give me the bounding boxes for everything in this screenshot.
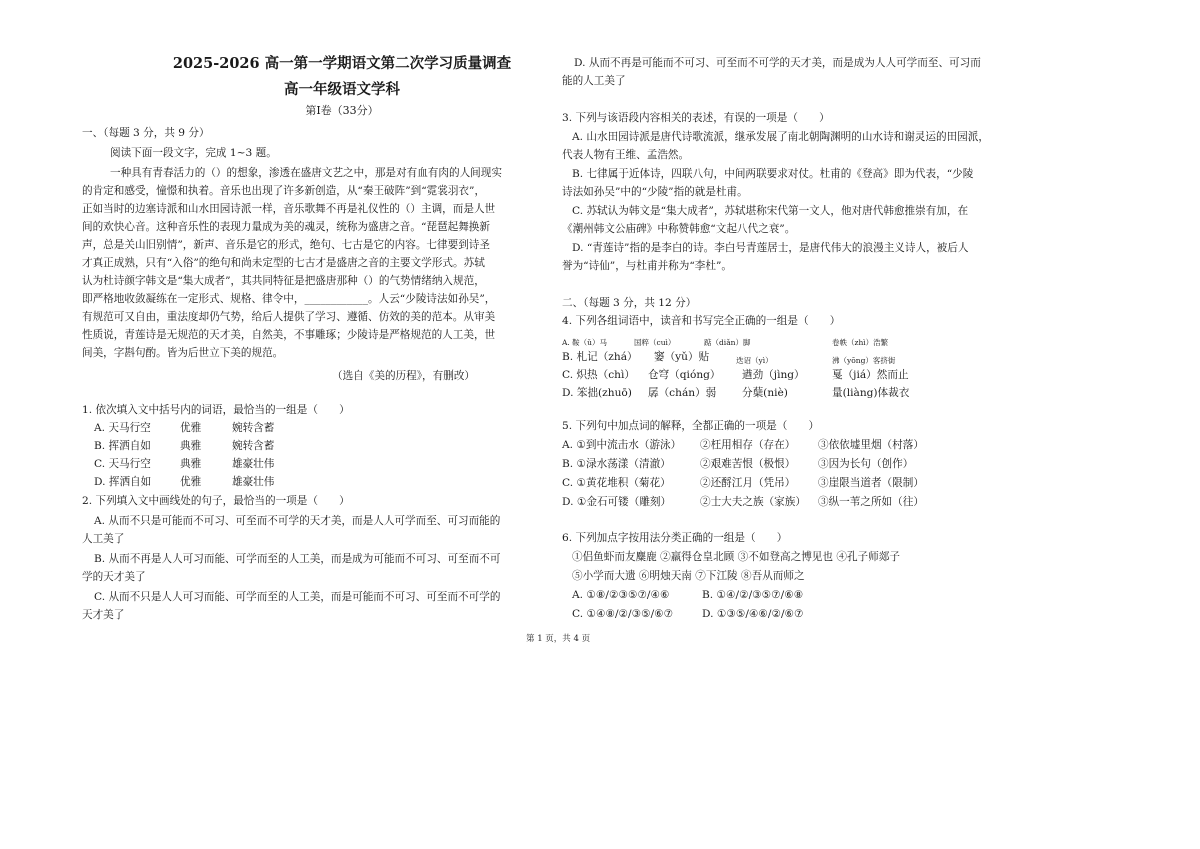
q6-option-a: A. ①⑧/②③⑤⑦/④⑥ <box>572 589 670 601</box>
q2-option-line: 人工美了 <box>82 533 125 545</box>
q5-option-d3: ③纵一苇之所如（往） <box>818 496 924 508</box>
q1-option-b-word3: 婉转含蓄 <box>232 440 275 452</box>
q1-option-d-word1: D. 挥洒自如 <box>94 476 152 488</box>
q4-option-b-word2: 窭（yǔ）贴 <box>654 351 710 363</box>
part1-instruction: 阅读下面一段文字，完成 1~3 题。 <box>110 147 277 159</box>
q2-option-line: A. 从而不只是可能而不可习、可至而不可学的天才美，而是人人可学而至、可习而能的 <box>94 515 501 527</box>
q4-option-b-word1: B. 札记（zhá） <box>562 351 638 363</box>
q6-option-b: B. ①④/②/③⑤⑦/⑥⑧ <box>702 589 804 601</box>
passage-line: 正如当时的边塞诗派和山水田园诗派一样，音乐歌舞不再是礼仪性的（）主调，而是人世 <box>82 203 496 215</box>
q1-stem: 1. 依次填入文中括号内的词语，最恰当的一组是（ ） <box>82 404 350 416</box>
q6-option-c: C. ①④⑧/②/③⑤/⑥⑦ <box>572 608 674 620</box>
passage-line: 一种具有青春活力的（）的想象，渗透在盛唐文艺之中，那是对有血有肉的人间现实 <box>110 167 502 179</box>
q4-option-a-word2: 国粹（cuì） <box>634 338 676 347</box>
q1-option-c-word2: 典雅 <box>180 458 202 470</box>
q2-option-line: 学的天才美了 <box>82 571 146 583</box>
right-column <box>562 0 1024 849</box>
passage-line: 即严格地收敛凝练在一定形式、规格、律令中，____________。人云“少陵诗法如孙吴”， <box>82 293 496 305</box>
q4-stem: 4. 下列各组词语中，读音和书写完全正确的一组是（ ） <box>562 315 841 327</box>
q6-sentences-line1: ①侣鱼虾而友麋鹿 ②羸得仓皇北顾 ③不如登高之博见也 ④孔子师郯子 <box>572 551 900 563</box>
q3-option-line: 《潮州韩文公庙碑》中称赞韩愈“文起八代之衰”。 <box>562 223 796 235</box>
q1-option-a-word1: A. 天马行空 <box>94 422 151 434</box>
q5-option-b2: ②艰难苦恨（极恨） <box>700 458 796 470</box>
q2-stem: 2. 下列填入文中画线处的句子，最恰当的一项是（ ） <box>82 495 350 507</box>
q4-option-d-word4: 量(liàng)体裁衣 <box>832 387 910 399</box>
passage-line: 性质说，青莲诗是无规范的天才美，自然美，不事雕琢；少陵诗是严格规范的人工美，世 <box>82 329 496 341</box>
section-title: 第Ⅰ卷（33分） <box>305 104 379 117</box>
passage-line: 才真正成熟，只有“入俗”的绝句和尚未定型的七古才是盛唐之音的主要文学形式。苏轼 <box>82 257 485 269</box>
q5-option-c2: ②还酹江月（凭吊） <box>700 477 796 489</box>
q4-option-d-word3: 分蘖(niè) <box>742 387 788 399</box>
q6-option-d: D. ①③⑤/④⑥/②/⑥⑦ <box>702 608 804 620</box>
q5-stem: 5. 下列句中加点词的解释，全都正确的一项是（ ） <box>562 420 820 432</box>
q5-option-a1: A. ①到中流击水（游泳） <box>562 439 682 451</box>
q1-option-a-word2: 优雅 <box>180 422 202 434</box>
q6-sentences-line2: ⑤小学而大遗 ⑥明烛天南 ⑦下江陵 ⑧吾从而师之 <box>572 570 805 582</box>
q5-option-c1: C. ①黄花堆积（菊花） <box>562 477 671 489</box>
passage-line: 间美，字斟句酌。皆为后世立下美的规范。 <box>82 347 284 359</box>
q5-option-a2: ②枉用相存（存在） <box>700 439 796 451</box>
q3-option-line: 代表人物有王维、孟浩然。 <box>562 149 690 161</box>
q3-option-line: D. “青莲诗”指的是李白的诗。李白号青莲居士，是唐代伟大的浪漫主义诗人，被后人 <box>572 242 969 254</box>
page-footer: 第 1 页，共 4 页 <box>526 634 591 644</box>
q5-option-a3: ③依依墟里烟（村落） <box>818 439 924 451</box>
passage-line: 间的欢快心音。这种音乐性的表现力量成为美的魂灵，统称为盛唐之音。“琵琶起舞换新 <box>82 221 490 233</box>
q4-option-d-word2: 孱（chán）弱 <box>648 387 717 399</box>
q3-option-line: 誉为“诗仙”，与杜甫并称为“李杜”。 <box>562 260 732 272</box>
exam-subtitle: 高一年级语文学科 <box>284 81 400 98</box>
q3-stem: 3. 下列与该语段内容相关的表述，有误的一项是（ ） <box>562 112 830 124</box>
passage-line: 的肯定和感受，憧憬和执着。音乐也出现了许多新创造，从“秦王破阵”到“霓裳羽衣”， <box>82 185 486 197</box>
q1-option-c-word1: C. 天马行空 <box>94 458 151 470</box>
q6-stem: 6. 下列加点字按用法分类正确的一组是（ ） <box>562 532 788 544</box>
q4-option-d-word1: D. 笨拙(zhuō) <box>562 387 632 399</box>
part1-heading: 一、（每题 3 分，共 9 分） <box>82 127 210 139</box>
q4-option-c-word3: 遒劲（jìng） <box>742 369 805 381</box>
q5-option-b1: B. ①渌水荡漾（清澈） <box>562 458 671 470</box>
passage-source: （选自《美的历程》，有删改） <box>332 370 476 382</box>
q3-option-line: B. 七律属于近体诗，四联八句，中间两联要求对仗。杜甫的《登高》即为代表，“少陵 <box>572 168 974 180</box>
q5-option-c3: ③崖限当道者（限制） <box>818 477 924 489</box>
q4-option-c-word4: 戛（jiá）然而止 <box>832 369 909 381</box>
q5-option-d2: ②士大夫之族（家族） <box>700 496 806 508</box>
q3-option-line: 诗法如孙吴”中的“少陵”指的就是杜甫。 <box>562 186 748 198</box>
q4-option-c-word1: C. 炽热（chì） <box>562 369 635 381</box>
q4-option-a-word4: 卷帙（zhì）浩繁 <box>832 338 889 347</box>
passage-line: 认为杜诗颜字韩文是“集大成者”，其共同特征是把盛唐那种（）的气势情绪纳入规范， <box>82 275 485 287</box>
q4-option-b-word3: 迭诏（yì） <box>736 356 773 365</box>
part2-heading: 二、（每题 3 分，共 12 分） <box>562 297 697 309</box>
q1-option-b-word2: 典雅 <box>180 440 202 452</box>
q3-option-line: A. 山水田园诗派是唐代诗歌流派，继承发展了南北朝陶渊明的山水诗和谢灵运的田园派， <box>572 131 989 143</box>
q4-option-c-word2: 仓穹（qióng） <box>648 369 721 381</box>
q2-option-line: B. 从而不再是人人可习而能、可学而至的人工美，而是成为可能而不可习、可至而不可 <box>94 553 501 565</box>
q4-option-b-word4: 沸（yōng）客挤街 <box>832 356 896 365</box>
q1-option-d-word2: 优雅 <box>180 476 202 488</box>
q1-option-d-word3: 雄豪壮伟 <box>232 476 275 488</box>
q1-option-a-word3: 婉转含蓄 <box>232 422 275 434</box>
q1-option-b-word1: B. 挥洒自如 <box>94 440 151 452</box>
q5-option-d1: D. ①金石可镂（雕刻） <box>562 496 672 508</box>
q5-option-b3: ③因为长句（创作） <box>818 458 914 470</box>
q2-option-d: D. 从而不再是可能而不可习、可至而不可学的天才美，而是成为人人可学而至、可习而 <box>574 57 981 69</box>
q2-option-line: 天才美了 <box>82 609 125 621</box>
exam-title: 2025-2026 高一第一学期语文第二次学习质量调查 <box>172 55 512 72</box>
passage-line: 有规范可又自由，重法度却仍气势，给后人提供了学习、遵循、仿效的美的范本。从审美 <box>82 311 496 323</box>
q4-option-a-word1: A. 鞍（ǔ）马 <box>562 338 608 347</box>
left-column <box>82 0 544 849</box>
q2-option-d-cont: 能的人工美了 <box>562 75 626 87</box>
q1-option-c-word3: 雄豪壮伟 <box>232 458 275 470</box>
passage-line: 声，总是关山旧别情”，新声、音乐是它的形式，绝句、七古是它的内容。七律要到诗圣 <box>82 239 490 251</box>
q3-option-line: C. 苏轼认为韩文是“集大成者”，苏轼堪称宋代第一文人，他对唐代韩愈推崇有加，在 <box>572 205 969 217</box>
q2-option-line: C. 从而不只是人人可习而能、可学而至的人工美，而是可能而不可习、可至而不可学的 <box>94 591 501 603</box>
q4-option-a-word3: 踮（diǎn）脚 <box>704 338 751 347</box>
